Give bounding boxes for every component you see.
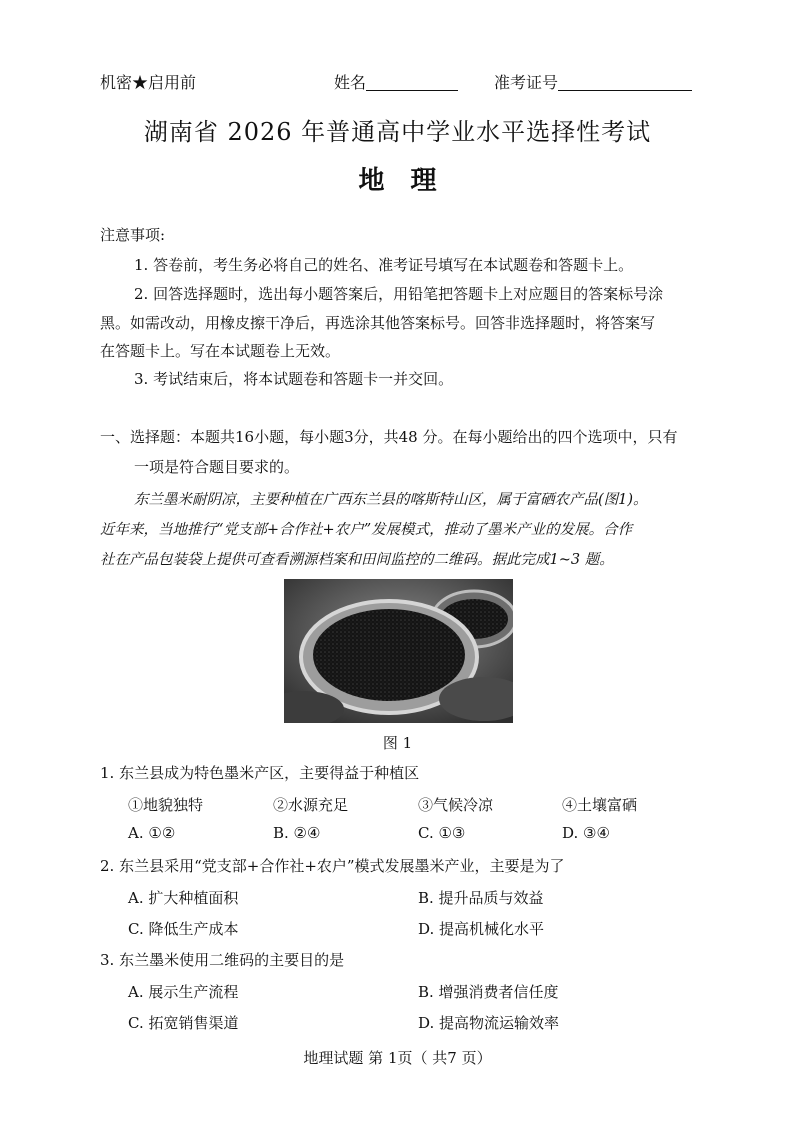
section-heading-line-1: 一、选择题：本题共16小题，每小题3分，共48 分。在每小题给出的四个选项中，只有	[100, 428, 678, 446]
q3-option-d[interactable]: D. 提高物流运输效率	[418, 1014, 560, 1032]
q1-option-b[interactable]: B. ②④	[273, 824, 321, 842]
question-3-stem: 3. 东兰墨米使用二维码的主要目的是	[100, 951, 345, 969]
q1-statement-3: ③气候冷凉	[418, 796, 494, 814]
q2-option-a[interactable]: A. 扩大种植面积	[128, 889, 239, 907]
passage-line-1: 东兰墨米耐阴凉，主要种植在广西东兰县的喀斯特山区，属于富硒农产品(图1)。	[134, 492, 648, 508]
notice-item-2-line-1: 2. 回答选择题时，选出每小题答案后，用铅笔把答题卡上对应题目的答案标号涂	[134, 285, 664, 303]
question-1-stem: 1. 东兰县成为特色墨米产区，主要得益于种植区	[100, 764, 420, 782]
notice-item-3: 3. 考试结束后，将本试题卷和答题卡一并交回。	[134, 370, 454, 388]
q2-option-d[interactable]: D. 提高机械化水平	[418, 920, 545, 938]
q3-option-c[interactable]: C. 拓宽销售渠道	[128, 1014, 239, 1032]
name-blank[interactable]	[366, 74, 458, 91]
notice-item-2-line-2: 黑。如需改动，用橡皮擦干净后，再选涂其他答案标号。回答非选择题时，将答案写	[100, 314, 656, 332]
question-2-stem: 2. 东兰县采用“党支部+合作社+农户”模式发展墨米产业，主要是为了	[100, 857, 565, 875]
exam-id-blank[interactable]	[558, 74, 692, 91]
q2-option-c[interactable]: C. 降低生产成本	[128, 920, 239, 938]
q1-option-d[interactable]: D. ③④	[562, 824, 610, 842]
q1-statement-2: ②水源充足	[273, 796, 349, 814]
notice-item-1: 1. 答卷前，考生务必将自己的姓名、准考证号填写在本试题卷和答题卡上。	[134, 256, 634, 274]
section-heading-line-2: 一项是符合题目要求的。	[134, 458, 300, 476]
exam-id-field[interactable]	[494, 70, 692, 93]
q1-option-c[interactable]: C. ①③	[418, 824, 466, 842]
black-rice-bowl-image	[284, 579, 513, 723]
confidential-label: 机密★启用前	[100, 73, 197, 92]
notice-item-2-line-3: 在答题卡上。写在本试题卷上无效。	[100, 342, 341, 360]
black-rice-photo	[284, 579, 513, 723]
exam-title: 湖南省 2026 年普通高中学业水平选择性考试	[143, 118, 652, 146]
page-footer: 地理试题 第 1页（ 共7 页）	[303, 1049, 492, 1067]
exam-id-label: 准考证号	[494, 73, 559, 92]
q3-option-a[interactable]: A. 展示生产流程	[128, 983, 239, 1001]
passage-line-3: 社在产品包装袋上提供可查看溯源档案和田间监控的二维码。据此完成1~3 题。	[100, 552, 614, 568]
q1-statement-1: ①地貌独特	[128, 796, 204, 814]
subject-title: 地 理	[358, 166, 437, 196]
name-label: 姓名	[334, 73, 367, 92]
passage-line-2: 近年来，当地推行“党支部+合作社+农户”发展模式，推动了墨米产业的发展。合作	[100, 522, 633, 538]
name-field[interactable]	[334, 70, 458, 93]
q2-option-b[interactable]: B. 提升品质与效益	[418, 889, 544, 907]
q3-option-b[interactable]: B. 增强消费者信任度	[418, 983, 559, 1001]
q1-option-a[interactable]: A. ①②	[128, 824, 176, 842]
notice-heading: 注意事项:	[100, 226, 166, 244]
figure-caption: 图 1	[382, 734, 413, 752]
q1-statement-4: ④土壤富硒	[562, 796, 638, 814]
